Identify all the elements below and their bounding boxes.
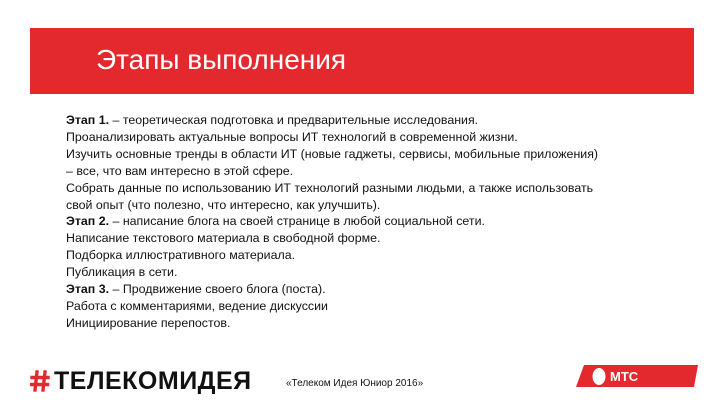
stage-label: Этап 3. xyxy=(66,282,110,297)
mts-logo-text: МТС xyxy=(610,369,639,384)
content-line: Работа с комментариями, ведение дискуссии xyxy=(66,298,328,313)
stage-description: – теоретическая подготовка и предварительные исследования. xyxy=(109,113,479,127)
content-line: – все, что вам интересно в этой сфере. xyxy=(66,163,294,178)
title-band xyxy=(30,28,694,94)
content-line: Подборка иллюстративного материала. xyxy=(66,248,296,263)
content-line: Инициирование перепостов. xyxy=(66,315,231,330)
content-line: свой опыт (что полезно, что интересно, как улучшить). xyxy=(66,197,381,212)
brand-name: ТЕЛЕКОМИДЕЯ xyxy=(54,367,252,395)
stage-label: Этап 2. xyxy=(66,214,110,229)
content-line: Собрать данные по использованию ИТ технологий разными людьми, а также использовать xyxy=(66,180,594,195)
content-line: Проанализировать актуальные вопросы ИТ технологий в современной жизни. xyxy=(66,129,518,144)
content-line: Публикация в сети. xyxy=(66,265,178,280)
hashtag-icon xyxy=(30,370,50,392)
content-line: Написание текстового материала в свободной форме. xyxy=(66,231,381,246)
content-line xyxy=(66,213,686,230)
stage-description: – Продвижение своего блога (поста). xyxy=(109,282,326,297)
event-caption: «Телеком Идея Юниор 2016» xyxy=(286,378,424,389)
content-line xyxy=(66,112,686,129)
stage-description: – написание блога на своей странице в любой социальной сети. xyxy=(109,214,485,229)
slide-content xyxy=(66,112,686,332)
footer-brand xyxy=(30,366,252,396)
stage-label: Этап 1. xyxy=(66,113,110,127)
mts-egg-icon xyxy=(593,368,606,385)
content-line xyxy=(66,281,686,298)
content-line: Изучить основные тренды в области ИТ (новые гаджеты, сервисы, мобильные приложения) xyxy=(66,146,599,161)
slide-title: Этапы выполнения xyxy=(96,44,347,75)
mts-logo xyxy=(576,361,698,391)
